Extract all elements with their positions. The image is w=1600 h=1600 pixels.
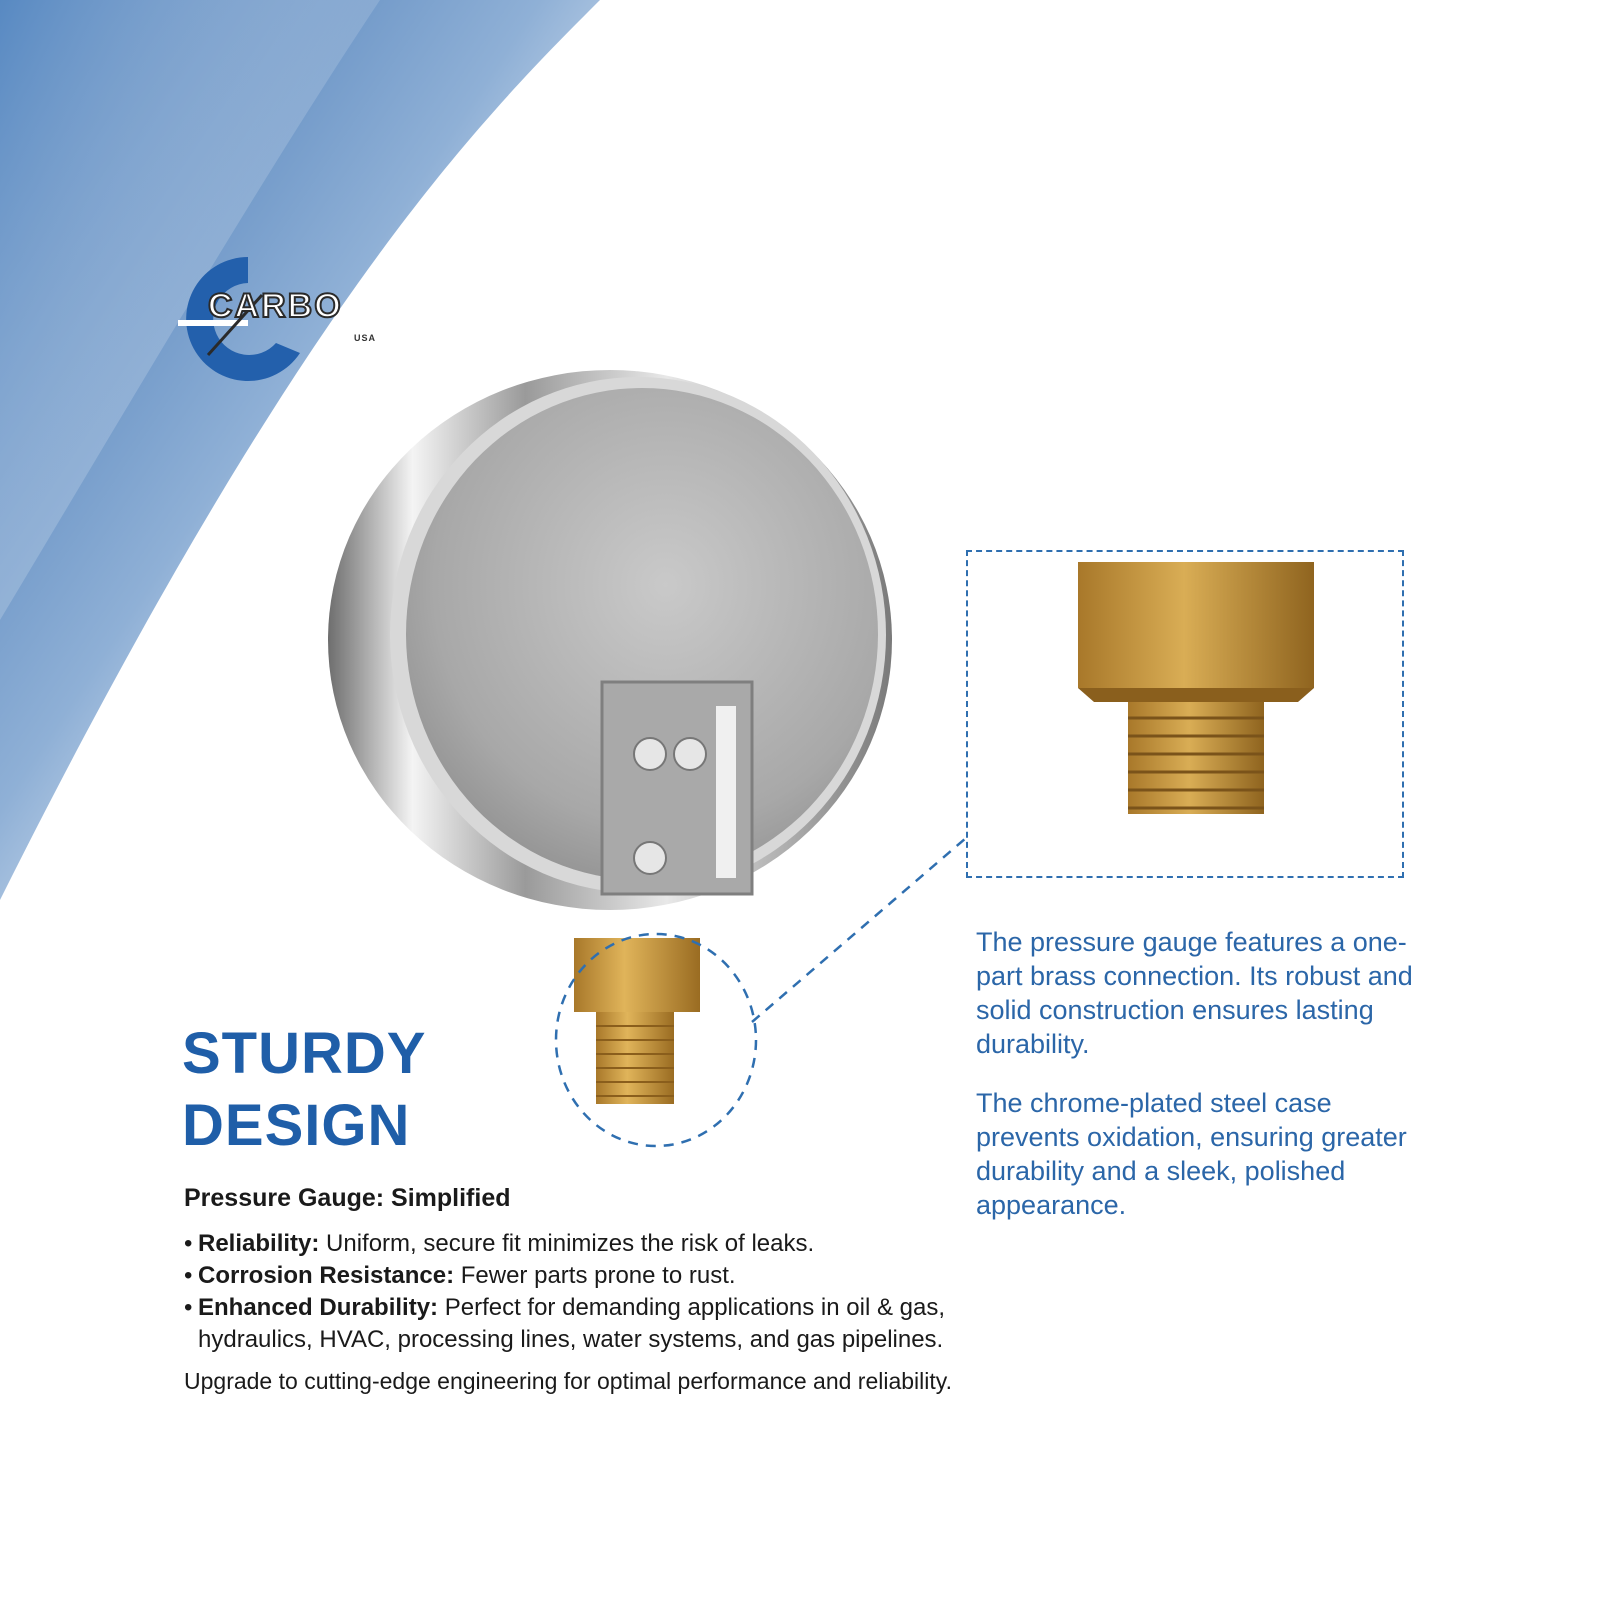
title-line-1: STURDY xyxy=(182,1021,427,1086)
page-title xyxy=(182,1018,426,1162)
logo-subtext: USA xyxy=(354,333,377,343)
subheading: Pressure Gauge: Simplified xyxy=(184,1184,511,1212)
logo-text: CARBO xyxy=(208,287,343,325)
list-item-label: Reliability: xyxy=(198,1230,320,1257)
feature-list xyxy=(184,1228,1024,1356)
brass-connector-image xyxy=(968,552,1402,876)
list-item-text: Uniform, secure fit minimizes the risk of leaks. xyxy=(319,1230,815,1257)
list-item xyxy=(184,1260,1024,1292)
list-item-text: Perfect for demanding applications in oil & gas, hydraulics, HVAC, processing lines, water systems, and gas pipelines. xyxy=(198,1294,945,1353)
list-item xyxy=(184,1228,1024,1260)
zoom-detail-box xyxy=(966,550,1404,878)
list-item xyxy=(184,1292,1024,1356)
list-item-text: Fewer parts prone to rust. xyxy=(454,1262,736,1289)
pressure-gauge-image xyxy=(320,350,920,1110)
list-item-label: Corrosion Resistance: xyxy=(198,1262,455,1289)
list-item-label: Enhanced Durability: xyxy=(198,1294,439,1321)
callout-paragraph-case: The chrome-plated steel case prevents oxidation, ensuring greater durability and a sleek, polished appearance. xyxy=(976,1088,1407,1220)
title-line-2: DESIGN xyxy=(182,1093,411,1158)
callout-paragraph-connection: The pressure gauge features a one-part brass connection. Its robust and solid construction ensures lasting durability. xyxy=(976,927,1413,1059)
closing-statement: Upgrade to cutting-edge engineering for optimal performance and reliability. xyxy=(184,1368,952,1394)
